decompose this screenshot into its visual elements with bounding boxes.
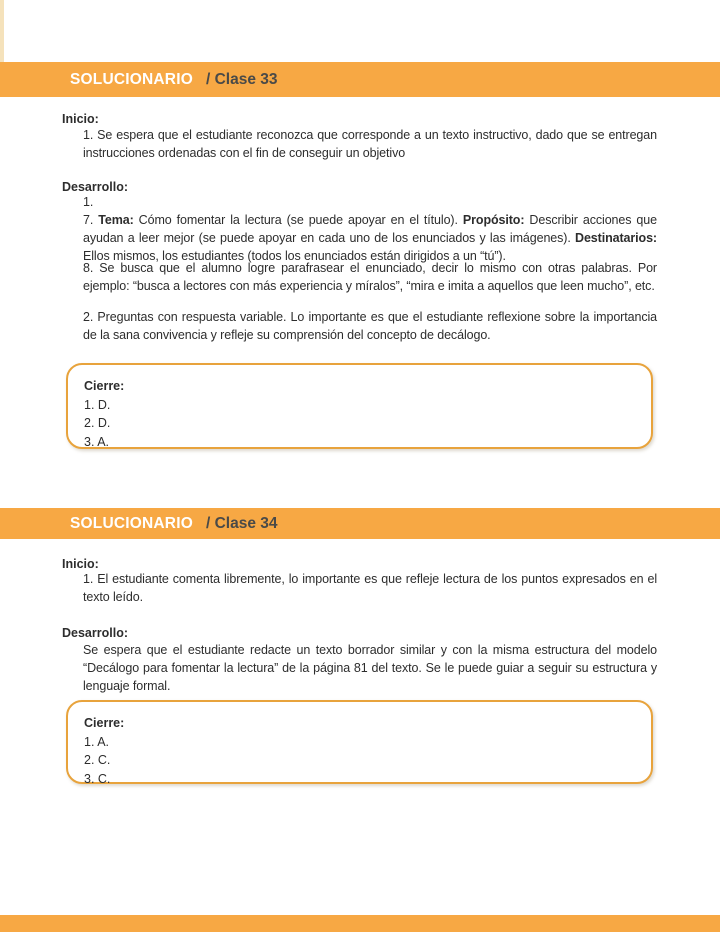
cierre-label-clase-33: Cierre:	[84, 379, 125, 393]
cierre-answer-3-clase-33: 3. A.	[84, 434, 110, 449]
solucionario-brand-label-2: SOLUCIONARIO	[70, 514, 193, 532]
desarrollo-item-7-clase-33: 7. Tema: Cómo fomentar la lectura (se puede apoyar en el título). Propósito: Describir acciones que ayudan a leer mejor (se puede apoyar en cada uno de los enunciados y las imágenes). Destinatarios: Ellos mismos, los estudiantes (todos los enunciados están dirigidos a un “tú”).	[83, 213, 657, 263]
page-edge-strip	[0, 0, 4, 62]
desarrollo-paragraph-clase-34: Se espera que el estudiante redacte un texto borrador similar y con la misma estructura del modelo “Decálogo para fomentar la lectura” de la página 81 del texto. Se le puede guiar a seguir su estructura y lenguaje formal.	[83, 643, 657, 693]
cierre-answer-box-clase-33	[66, 363, 653, 449]
inicio-paragraph-clase-33: 1. Se espera que el estudiante reconozca que corresponde a un texto instructivo, dado que se entregan instrucciones ordenadas con el fin de conseguir un objetivo	[83, 128, 657, 160]
cierre-answer-2-clase-34: 2. C.	[84, 753, 111, 767]
desarrollo-label-clase-33: Desarrollo:	[62, 180, 128, 194]
desarrollo-item-2-clase-33: 2. Preguntas con respuesta variable. Lo importante es que el estudiante reflexione sobre la importancia de la sana convivencia y refleje su comprensión del concepto de decálogo.	[83, 310, 657, 342]
cierre-answer-box-clase-34	[66, 700, 653, 784]
solucionario-brand-label: SOLUCIONARIO	[70, 70, 193, 88]
inicio-label-clase-34: Inicio:	[62, 557, 99, 571]
section-header-clase-34	[0, 508, 720, 539]
page-footer-bar	[0, 915, 720, 932]
cierre-answer-3-clase-34: 3. C.	[84, 771, 111, 786]
desarrollo-item-8-clase-33: 8. Se busca que el alumno logre parafrasear el enunciado, decir lo mismo con otras palabras. Por ejemplo: “busca a lectores con más experiencia y míralos”, “mira e imita a aquellos que leen mucho”, etc.	[83, 261, 657, 293]
section-header-clase-33	[0, 62, 720, 97]
cierre-answer-2-clase-33: 2. D.	[84, 416, 111, 430]
desarrollo-label-clase-34: Desarrollo:	[62, 626, 128, 640]
inicio-paragraph-clase-34: 1. El estudiante comenta libremente, lo importante es que refleje lectura de los puntos expresados en el texto leído.	[83, 572, 657, 604]
cierre-answer-1-clase-33: 1. D.	[84, 397, 111, 412]
desarrollo-item-1-clase-33: 1.	[83, 195, 94, 209]
clase-33-title: / Clase 33	[205, 70, 278, 88]
cierre-answer-1-clase-34: 1. A.	[84, 734, 110, 749]
cierre-label-clase-34: Cierre:	[84, 716, 125, 730]
inicio-label-clase-33: Inicio:	[62, 112, 99, 126]
clase-34-title: / Clase 34	[205, 514, 278, 532]
